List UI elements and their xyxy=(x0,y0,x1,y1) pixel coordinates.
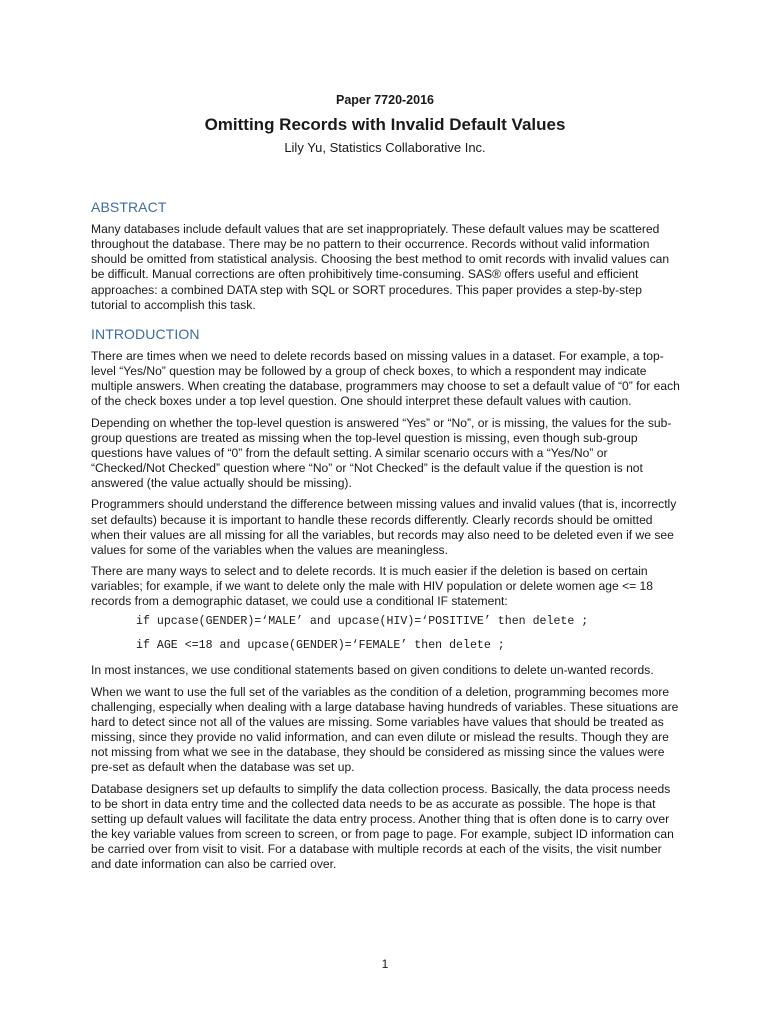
abstract-text: Many databases include default values that are set inappropriately. These default values may be scattered throughout the database. There may be no pattern to their occurrence. Records without valid information should be omitted from statistical analysis. Choosing the best method to omit records with invalid values can be difficult. Manual corrections are often prohibitively time-consuming. SAS® offers useful and efficient approaches: a combined DATA step with SQL or SORT procedures. This paper provides a step-by-step tutorial to accomplish this task. xyxy=(91,222,670,312)
paper-number: Paper 7720-2016 xyxy=(336,93,434,107)
abstract-section xyxy=(91,199,681,313)
introduction-heading: INTRODUCTION xyxy=(91,325,200,342)
intro-paragraph: Database designers set up defaults to simplify the data collection process. Basically, the data process needs to be short in data entry time and the collected data needs to be as accurate as possible. The hope is that setting up default values will facilitate the data entry process. Another thing that is often done is to carry over the key variable values from screen to screen, or from page to page. For example, subject ID information can be carried over from visit to visit. For a database with multiple records at each of the visits, the visit number and date information can also be carried over. xyxy=(91,781,674,872)
paper-title: Omitting Records with Invalid Default Values xyxy=(204,115,566,134)
intro-paragraph: Depending on whether the top-level question is answered “Yes” or “No”, or is missing, the values for the sub-group questions are treated as missing when the top-level question is missing, even though sub-group questions have values of “0” from the default setting. A similar scenario occurs with a “Yes/No” or “Checked/Not Checked” question where “No” or “Not Checked” is the default value if the question is not answered (the value actually should be missing). xyxy=(91,415,672,491)
intro-paragraph: Programmers should understand the difference between missing values and invalid values (that is, incorrectly set defaults) because it is important to handle these records differently. Clearly records should be omitted when their values are all missing for all the variables, but records may also need to be deleted even if we see values for some of the variables when the values are meaningless. xyxy=(91,497,677,557)
code-line: if upcase(GENDER)=‘MALE’ and upcase(HIV)=‘POSITIVE’ then delete ; xyxy=(136,615,589,629)
intro-paragraph: In most instances, we use conditional statements based on given conditions to delete un-wanted records. xyxy=(91,663,654,678)
author-line: Lily Yu, Statistics Collaborative Inc. xyxy=(284,140,486,155)
introduction-section xyxy=(91,326,681,873)
intro-paragraph: There are times when we need to delete records based on missing values in a dataset. For example, a top-level “Yes/No” question may be followed by a group of check boxes, to which a respondent may indicate multiple answers. When creating the database, programmers may choose to set a default value of “0” for each of the check boxes under a top level question. One should interpret these default values with caution. xyxy=(91,348,680,409)
page-number: 1 xyxy=(381,957,389,971)
code-line: if AGE <=18 and upcase(GENDER)=‘FEMALE’ then delete ; xyxy=(136,639,505,653)
intro-paragraph: When we want to use the full set of the variables as the condition of a deletion, programming becomes more challenging, especially when dealing with a large database having hundreds of variables. These situations are hard to detect since not all of the values are missing. Some variables have values that should be treated as missing, since they provide no valid information, and can even dilute or mislead the results. Though they are not missing from what we see in the database, they should be considered as missing since the values were pre-set as default when the database was set up. xyxy=(91,684,679,775)
abstract-heading: ABSTRACT xyxy=(91,199,167,215)
intro-paragraph: There are many ways to select and to delete records. It is much easier if the deletion is based on certain variables; for example, if we want to delete only the male with HIV population or delete women age <= 18 records from a demographic dataset, we could use a conditional IF statement: xyxy=(91,563,654,609)
body-column xyxy=(91,199,681,885)
